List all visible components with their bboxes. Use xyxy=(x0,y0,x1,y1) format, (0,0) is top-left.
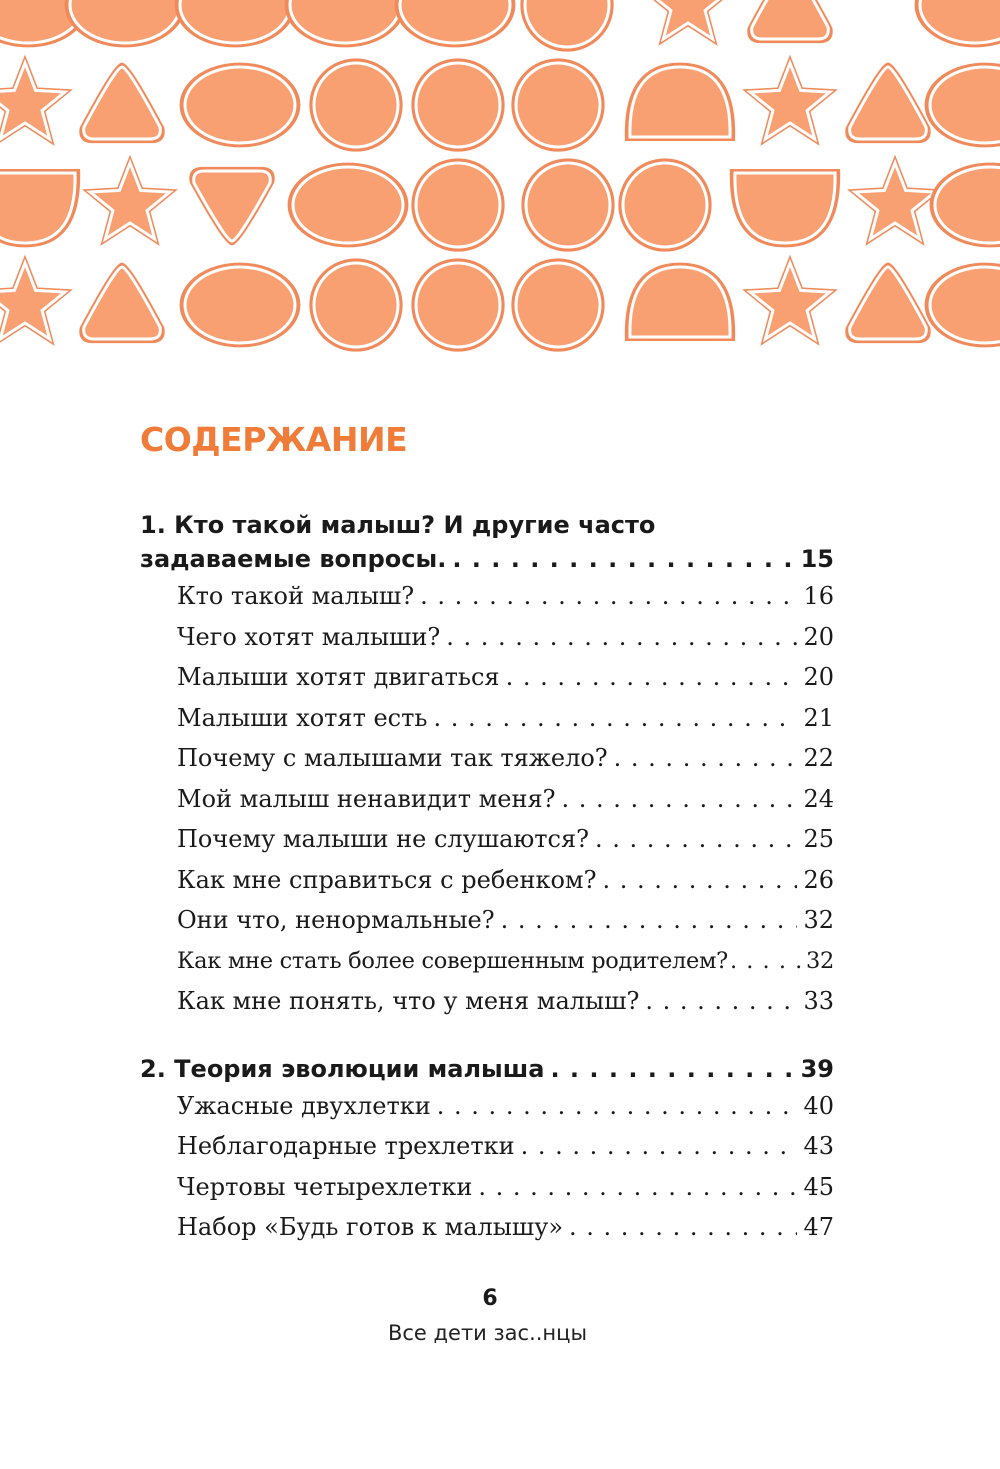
toc-entry xyxy=(140,576,834,617)
toc-entry xyxy=(140,1207,834,1248)
decorative-oval-shape xyxy=(177,0,294,45)
decorative-oval-shape xyxy=(932,165,1000,246)
chapter-1-title-line2: задаваемые вопросы. xyxy=(140,545,447,573)
decorative-circle-shape xyxy=(413,260,502,349)
toc-entry-label: Кто такой малыш? xyxy=(177,582,415,610)
toc-entry-page: 40 xyxy=(803,1091,834,1120)
dot-leader xyxy=(433,698,797,739)
decorative-circle-shape xyxy=(513,60,602,149)
dot-leader xyxy=(561,779,797,820)
dot-leader xyxy=(501,900,798,941)
toc-entry xyxy=(140,1126,834,1167)
toc-entry-page: 20 xyxy=(803,622,834,651)
toc-entry-page: 22 xyxy=(803,744,834,772)
toc-title: СОДЕРЖАНИЕ xyxy=(140,420,408,459)
toc-entry xyxy=(140,941,834,982)
chapter-1-title-line1: 1. Кто такой малыш? И другие часто xyxy=(140,511,656,539)
toc-entry-page: 24 xyxy=(803,784,834,813)
toc-entry-label: Чего хотят малыши? xyxy=(177,622,441,651)
chapter-2-title: 2. Теория эволюции малыша xyxy=(140,1054,545,1083)
decorative-circle-shape xyxy=(513,260,602,349)
toc-entry-label: Мой малыш ненавидит меня? xyxy=(177,784,556,813)
toc-entry-page: 25 xyxy=(803,825,834,853)
dot-leader xyxy=(478,1167,797,1208)
decorative-circle-shape xyxy=(413,160,502,249)
dot-leader xyxy=(645,981,797,1022)
toc-entry-page: 47 xyxy=(803,1213,834,1241)
chapter-2-title-row xyxy=(140,1052,834,1086)
decorative-circle-shape xyxy=(413,60,502,149)
decorative-star-shape xyxy=(88,160,173,241)
toc-entry xyxy=(140,819,834,860)
decorative-circle-shape xyxy=(311,260,400,349)
decorative-tri-shape xyxy=(81,65,162,141)
toc-entry xyxy=(140,779,834,820)
toc-entry-page: 21 xyxy=(803,703,834,732)
dot-leader xyxy=(595,819,797,860)
toc-entry-label: Неблагодарные трехлетки xyxy=(177,1132,515,1160)
decorative-tri-shape xyxy=(847,265,928,341)
decorative-oval-shape xyxy=(290,165,407,246)
decorative-oval-shape xyxy=(927,265,1000,346)
decorative-tri-shape xyxy=(847,65,928,141)
decorative-oval-shape xyxy=(67,0,184,45)
toc-entry-page: 43 xyxy=(803,1132,834,1160)
toc-entry-page: 45 xyxy=(803,1172,834,1201)
chapter-1-entries xyxy=(140,576,834,1022)
toc-entry-page: 20 xyxy=(803,663,834,691)
chapter-1-page: 15 xyxy=(800,545,834,573)
toc-entry-page: 32 xyxy=(803,906,834,934)
toc-chapter-1 xyxy=(140,508,834,576)
toc-entry-page: 26 xyxy=(803,865,834,894)
toc-entry xyxy=(140,698,834,739)
dot-leader xyxy=(521,1126,798,1167)
toc-entry-page: 32 xyxy=(805,947,834,974)
toc-entry-label: Как мне понять, что у меня малыш? xyxy=(177,987,640,1015)
decorative-invtri-shape xyxy=(191,169,272,243)
decorative-oval-shape xyxy=(287,0,404,45)
decorative-circle-shape xyxy=(522,0,611,50)
decorative-bowl-shape xyxy=(0,171,78,245)
toc-entry xyxy=(140,1167,834,1208)
dot-leader xyxy=(569,1207,797,1248)
decorative-star-shape xyxy=(748,60,833,141)
decorative-circle-shape xyxy=(311,60,400,149)
decorative-shape-pattern xyxy=(0,0,1000,360)
decorative-star-shape xyxy=(0,260,67,341)
decorative-star-shape xyxy=(853,160,938,241)
dot-leader xyxy=(550,1052,794,1086)
toc-entry xyxy=(140,900,834,941)
toc-entry-label: Малыши хотят двигаться xyxy=(177,663,500,691)
dot-leader xyxy=(452,542,794,576)
decorative-star-shape xyxy=(748,260,833,341)
toc-entry xyxy=(140,860,834,901)
toc-entry-label: Почему малыши не слушаются? xyxy=(177,825,590,853)
decorative-dome-shape xyxy=(627,65,733,139)
chapter-2-entries xyxy=(140,1086,834,1248)
toc-entry xyxy=(140,657,834,698)
toc-entry-label: Как мне справиться с ребенком? xyxy=(177,865,597,894)
toc-entry-label: Они что, ненормальные? xyxy=(177,906,495,934)
decorative-oval-shape xyxy=(917,0,1000,45)
decorative-oval-shape xyxy=(397,0,514,45)
page-number: 6 xyxy=(482,1286,498,1311)
running-title: Все дети зас..нцы xyxy=(387,1321,588,1345)
toc-entry-label: Малыши хотят есть xyxy=(177,703,428,732)
dot-leader xyxy=(730,941,804,982)
toc-entry-label: Набор «Будь готов к малышу» xyxy=(177,1213,564,1241)
toc-entry xyxy=(140,738,834,779)
decorative-tri-shape xyxy=(81,265,162,341)
decorative-star-shape xyxy=(0,60,67,141)
decorative-oval-shape xyxy=(927,65,1000,146)
decorative-oval-shape xyxy=(182,65,299,146)
toc-entry-label: Чертовы четырехлетки xyxy=(177,1172,473,1201)
toc-entry-page: 33 xyxy=(803,987,834,1015)
dot-leader xyxy=(602,860,797,901)
dot-leader xyxy=(614,738,798,779)
toc-entry xyxy=(140,617,834,658)
toc-entry xyxy=(140,981,834,1022)
decorative-oval-shape xyxy=(182,265,299,346)
toc-entry-label: Ужасные двухлетки xyxy=(177,1091,431,1120)
decorative-tri-shape xyxy=(749,0,830,41)
toc-entry xyxy=(140,1086,834,1127)
decorative-bowl-shape xyxy=(732,171,838,245)
dot-leader xyxy=(446,617,797,658)
decorative-dome-shape xyxy=(627,265,733,339)
decorative-circle-shape xyxy=(620,160,709,249)
chapter-1-title-row xyxy=(140,542,834,576)
toc-entry-page: 16 xyxy=(803,582,834,610)
table-of-contents xyxy=(140,508,834,1248)
dot-leader xyxy=(437,1086,798,1127)
toc-entry-label: Почему с малышами так тяжело? xyxy=(177,744,608,772)
dot-leader xyxy=(506,657,798,698)
chapter-2-page: 39 xyxy=(800,1054,834,1083)
dot-leader xyxy=(420,576,797,617)
toc-chapter-2 xyxy=(140,1052,834,1086)
decorative-circle-shape xyxy=(523,160,612,249)
toc-entry-label: Как мне стать более совершенным родителем? xyxy=(177,947,728,974)
decorative-star-shape xyxy=(646,0,731,41)
